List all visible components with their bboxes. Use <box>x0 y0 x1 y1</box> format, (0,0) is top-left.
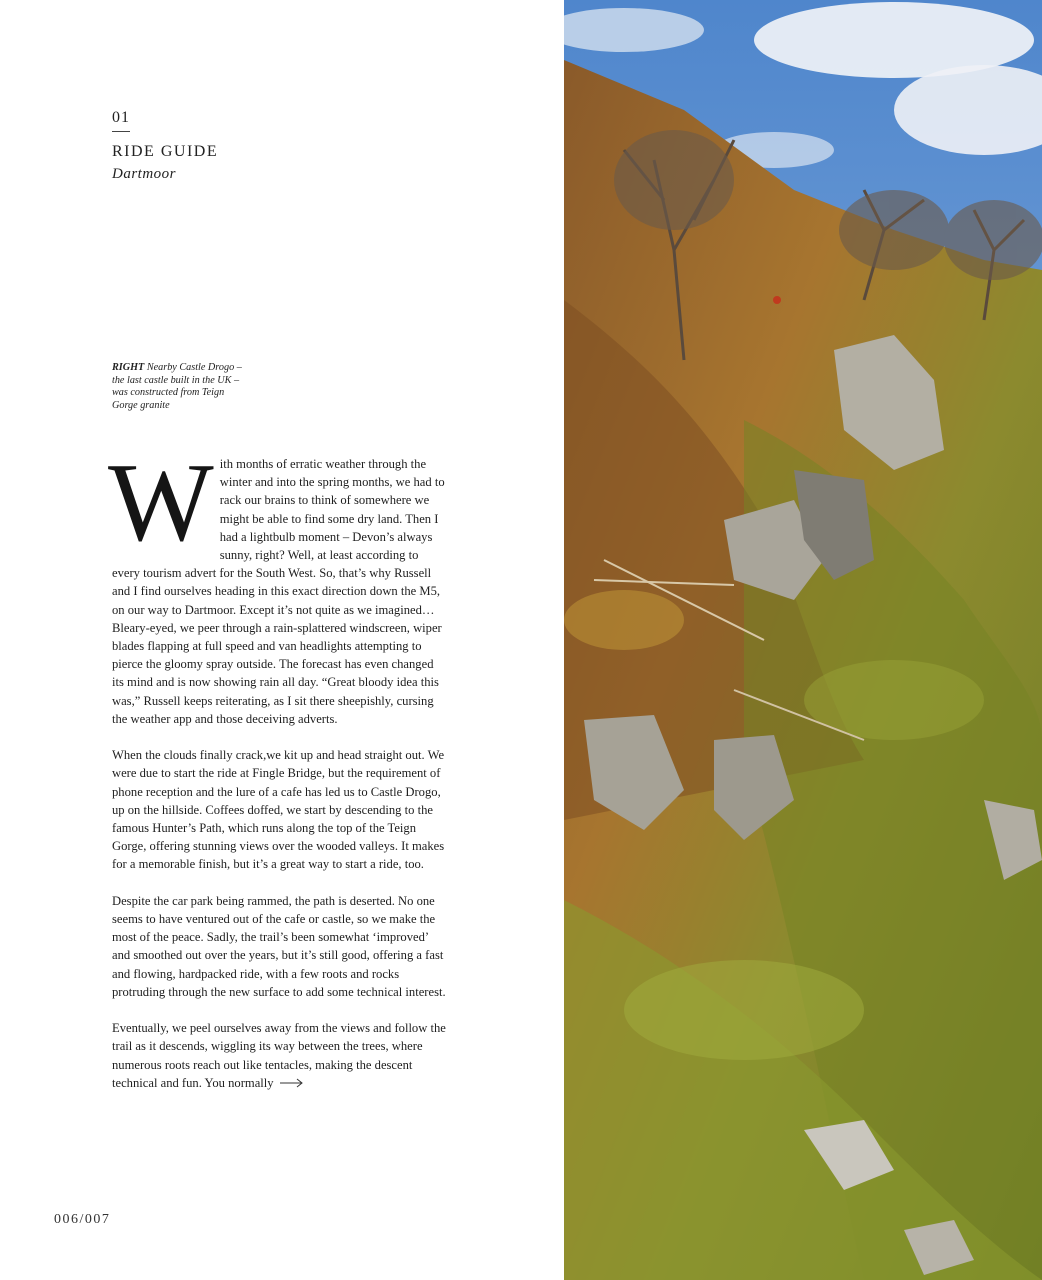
section-title: RIDE GUIDE <box>112 143 219 160</box>
photo-caption <box>112 362 244 412</box>
paragraph-1-text: ith months of erratic weather through the winter and into the spring months, we had to rack our brains to think of somewhere we might be able to find some dry land. Then I had a lightbulb moment – Devon’s always sunny, right? Well, at least according to every tourism advert for the South West. So, that’s why Russell and I find ourselves heading in this exact direction down the M5, on our way to Dartmoor. Except it’s not quite as we imagined… Bleary-eyed, we peer through a rain-splattered windscreen, wiper blades flapping at full speed and van headlights attempting to pierce the gloomy spray outside. The forecast has even changed its mind and is now showing rain all day. “Great bloody idea this was,” Russell keeps reiterating, as I sit there sheepishly, cursing the weather app and those deceiving adverts. <box>112 457 445 726</box>
paragraph-3: Despite the car park being rammed, the path is deserted. No one seems to have ventured out of the cafe or castle, so we make the most of the peace. Sadly, the trail’s been somewhat ‘improved’ and smoothed out over the years, but it’s still good, offering a fast and flowing, hardpacked ride, with a few roots and rocks protruding through the new surface to add some technical interest. <box>112 893 446 999</box>
hillside-photo <box>564 0 1042 1280</box>
caption-text: Nearby Castle Drogo – the last castle built in the UK – was constructed from Teign Gorge granite <box>112 362 242 411</box>
article-body <box>108 441 446 1111</box>
caption-lead: RIGHT <box>112 362 145 373</box>
hillside-photo-image <box>564 0 1042 1280</box>
drop-cap: W <box>108 441 212 565</box>
paragraph-2: When the clouds finally crack,we kit up and head straight out. We were due to start the ride at Fingle Bridge, but the requirement of phone reception and the lure of a cafe has led us to Castle Drogo, up on the hillside. Coffees doffed, we start by descending to the famous Hunter’s Path, which runs along the top of the Teign Gorge, offering stunning views over the wooded valleys. It makes for a memorable finish, but it’s a great way to start a ride, too. <box>112 748 445 872</box>
paragraph-1 <box>108 441 446 728</box>
paragraph-4-text: Eventually, we peel ourselves away from the views and follow the trail as it descends, wiggling its way between the trees, where numerous roots reach out like tentacles, making the descent technical and fun. You normally <box>112 1021 446 1090</box>
section-subtitle: Dartmoor <box>112 166 177 182</box>
paragraph-4 <box>112 1019 446 1093</box>
arrow-right-icon <box>280 1075 304 1093</box>
section-number: 01 <box>112 109 130 132</box>
page-numbers: 006/007 <box>54 1212 111 1227</box>
